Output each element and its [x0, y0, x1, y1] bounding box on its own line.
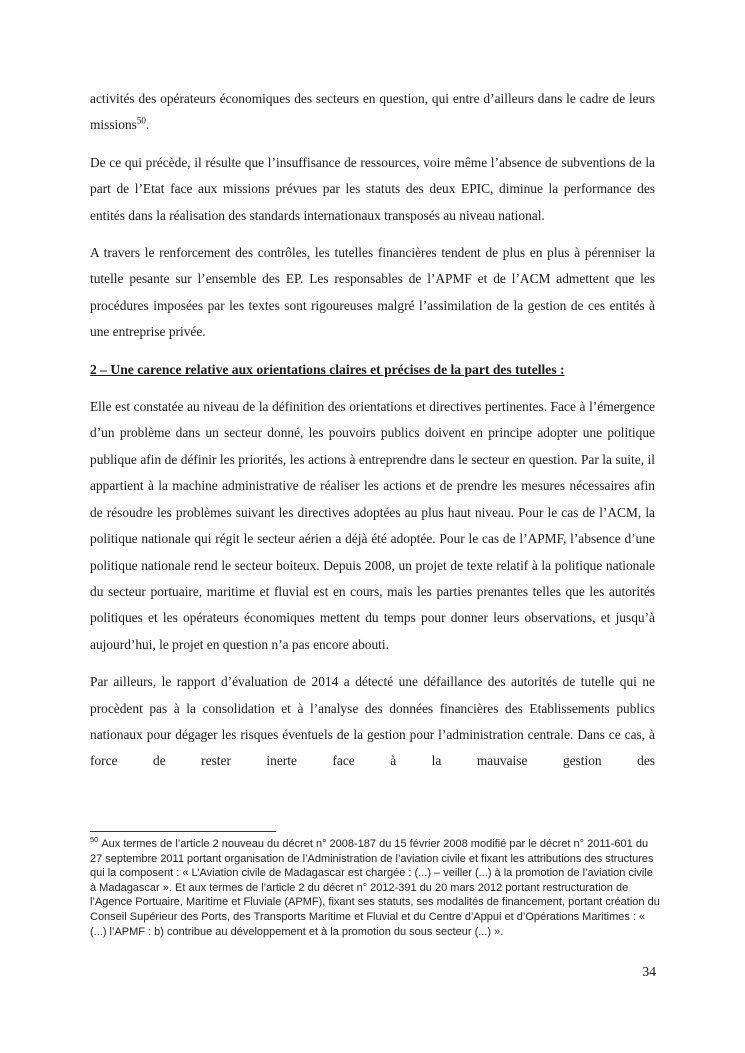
section-2-heading: 2 – Une carence relative aux orientations claires et précises de la part des tutelles :	[90, 361, 565, 377]
paragraph-tutelles: A travers le renforcement des contrôles, les tutelles financières tendent de plus en plus à pérenniser la tutelle pesante sur l’ensemble des EP. Les responsables de l’APMF et de l’ACM admettent que les procédures imposées par les textes sont rigoureuses malgré l’assimilation de la gestion de ces entités à une entreprise privée.	[90, 245, 655, 340]
paragraph-rapport-2014: Par ailleurs, le rapport d’évaluation de 2014 a détecté une défaillance des autorités de tutelle qui ne procèdent pas à la consolidation et à l’analyse des données financières des Etablissements publics nationaux pour dégager les risques éventuels de la gestion pour l’administration centrale. Dans ce cas, à force de rester inerte face à la mauvaise gestion des	[90, 674, 655, 769]
paragraph-orientations: Elle est constatée au niveau de la définition des orientations et directives pertinentes. Face à l’émergence d’un problème dans un secteur donné, les pouvoirs publics doivent en principe adopter une politique publique afin de définir les priorités, les actions à entreprendre dans le secteur en question. Par la suite, il appartient à la machine administrative de réaliser les actions et de prendre les mesures nécessaires afin de résoudre les problèmes suivant les directives adoptées au plus haut niveau. Pour le cas de l’ACM, la politique nationale qui régit le secteur aérien a déjà été adoptée. Pour le cas de l’APMF, l’absence d’une politique nationale rend le secteur boiteux. Depuis 2008, un projet de texte relatif à la politique nationale du secteur portuaire, maritime et fluvial est en cours, mais les parties prenantes telles que les autorités politiques et les opérateurs économiques mettent du temps pour donner leurs observations, et jusqu’à aujourd’hui, le projet en question n’a pas encore abouti.	[90, 399, 655, 652]
footnote-block	[90, 831, 662, 939]
footnote-50	[90, 837, 662, 939]
footnote-50-number: 50	[90, 835, 99, 845]
footnote-separator-rule	[90, 831, 276, 832]
page-body	[90, 86, 655, 775]
footnote-50-text: Aux termes de l’article 2 nouveau du décret n° 2008-187 du 15 février 2008 modifié par le décret n° 2011-601 du 27 septembre 2011 portant organisation de l’Administration de l’aviation civile et fixant les attributions des structures qui la composent : « L’Aviation civile de Madagascar est chargée : (...) – veiller (...) à la promotion de l’aviation civile à Madagascar ». Et aux termes de l’article 2 du décret n° 2012-391 du 20 mars 2012 portant restructuration de l’Agence Portuaire, Maritime et Fluviale (APMF), fixant ses statuts, ses modalités de financement, portant création du Conseil Supérieur des Ports, des Transports Maritime et Fluvial et du Centre d’Appui et d’Opérations Maritimes : « (...) l’APMF : b) contribue au développement et à la promotion du sous secteur (...) ».	[90, 838, 660, 938]
paragraph-missions	[90, 86, 655, 139]
page-number: 34	[642, 964, 656, 979]
footnote-reference-50: 50	[136, 115, 146, 126]
paragraph-missions-text: activités des opérateurs économiques des secteurs en question, qui entre d’ailleurs dans le cadre de leurs missions	[90, 91, 655, 133]
paragraph-missions-period: .	[145, 117, 150, 133]
paragraph-resources: De ce qui précède, il résulte que l’insuffisance de ressources, voire même l’absence de subventions de la part de l’Etat face aux missions prévues par les statuts des deux EPIC, diminue la performance des entités dans la réalisation des standards internationaux transposés au niveau national.	[90, 154, 655, 223]
